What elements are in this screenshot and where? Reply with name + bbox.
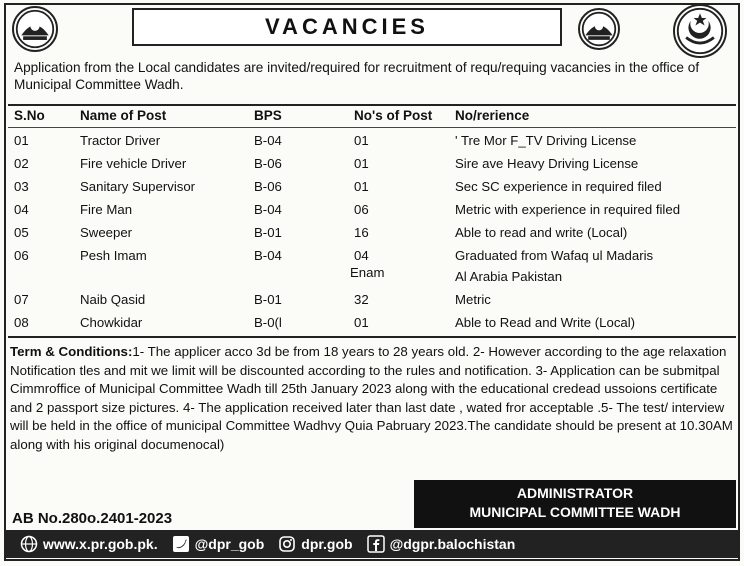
- page-title: VACANCIES: [265, 14, 429, 39]
- cell-post: Sweeper: [80, 225, 133, 240]
- column-header-experience: No/rerience: [455, 108, 530, 123]
- cell-sno: 04: [14, 202, 29, 217]
- cell-nos: 01: [354, 156, 369, 171]
- website-link[interactable]: www.x.pr.gob.pk.: [43, 536, 158, 552]
- terms-text: 1- The applicer acco 3d be from 18 years to 28 years old. 2- However according to the age relaxation Notification tles and mit we limit will be discounted according to the rules and notification. 3- Application can be submitpal Cimmroffice of Municipal Committee Wadh till 25th January 2023 along with the educational credead ussoions certificate and 2 passport size pictures. 4- The application received later than last date , wated fror acceptable .5- The test/ interview will be held in the office of municipal Committee Wadhvy Quia Pabruary 2023.The candidate should be present at 10.30AM along with his original documenocal): [10, 344, 733, 452]
- table-row: [8, 179, 736, 201]
- column-header-bps: BPS: [254, 108, 282, 123]
- table-row: [8, 156, 736, 178]
- cell-experience: ' Tre Mor F_TV Driving License: [455, 133, 637, 148]
- terms-label: Term & Conditions:: [10, 344, 133, 359]
- admin-office: MUNICIPAL COMMITTEE WADH: [469, 504, 681, 520]
- cell-experience: Metric with experience in required filed: [455, 202, 681, 217]
- cell-nos: 04: [354, 248, 369, 263]
- table-row: [8, 248, 736, 292]
- administrator-box: [414, 480, 736, 528]
- column-header-sno: S.No: [14, 108, 45, 123]
- table-row: [8, 225, 736, 247]
- cell-post: Sanitary Supervisor: [80, 179, 196, 194]
- table-row: [8, 202, 736, 224]
- cell-post: Fire vehicle Driver: [80, 156, 187, 171]
- cell-nos: 32: [354, 292, 369, 307]
- instagram-handle[interactable]: dpr.gob: [301, 536, 353, 552]
- cell-bps: B-04: [254, 248, 282, 263]
- cell-nos: 16: [354, 225, 369, 240]
- twitter-icon: [172, 535, 190, 553]
- cell-nos: 06: [354, 202, 369, 217]
- footer-twitter[interactable]: [172, 535, 265, 553]
- title-banner: [132, 8, 562, 46]
- cell-sno: 03: [14, 179, 29, 194]
- cell-experience: Able to Read and Write (Local): [455, 315, 636, 330]
- header-divider: [8, 127, 736, 128]
- cell-sno: 01: [14, 133, 29, 148]
- cell-post: Tractor Driver: [80, 133, 161, 148]
- ad-number: AB No.280o.2401-2023: [12, 510, 173, 527]
- terms-and-conditions: [10, 343, 734, 454]
- cell-bps: B-0(l: [254, 315, 282, 330]
- cell-nos-extra: Enam: [350, 265, 385, 280]
- government-emblem-icon: [578, 8, 620, 50]
- crescent-star-emblem-icon: [673, 4, 727, 58]
- cell-bps: B-04: [254, 202, 282, 217]
- cell-experience: Metric: [455, 292, 491, 307]
- cell-sno: 02: [14, 156, 29, 171]
- cell-experience: Sec SC experience in required filed: [455, 179, 662, 194]
- table-row: [8, 315, 736, 337]
- vacancy-table: [8, 104, 736, 338]
- cell-post: Fire Man: [80, 202, 133, 217]
- facebook-handle[interactable]: @dgpr.balochistan: [389, 536, 516, 552]
- globe-icon: [20, 535, 38, 553]
- cell-nos: 01: [354, 133, 369, 148]
- footer-facebook[interactable]: [367, 535, 516, 553]
- admin-title: ADMINISTRATOR: [516, 485, 634, 501]
- cell-bps: B-01: [254, 292, 282, 307]
- twitter-handle[interactable]: @dpr_gob: [194, 536, 265, 552]
- cell-sno: 05: [14, 225, 29, 240]
- cell-experience: Sire ave Heavy Driving License: [455, 156, 639, 171]
- cell-sno: 07: [14, 292, 29, 307]
- table-row: [8, 133, 736, 155]
- facebook-icon: [367, 535, 385, 553]
- cell-post: Pesh Imam: [80, 248, 147, 263]
- cell-experience-line2: Al Arabia Pakistan: [455, 269, 563, 284]
- intro-text: Application from the Local candidates are invited/required for recruitment of requ/requing vacancies in the office of Municipal Committee Wadh.: [14, 60, 700, 92]
- cell-experience: Able to read and write (Local): [455, 225, 628, 240]
- footer-website[interactable]: [20, 535, 158, 553]
- cell-post: Chowkidar: [80, 315, 143, 330]
- cell-post: Naib Qasid: [80, 292, 146, 307]
- instagram-icon: [278, 535, 296, 553]
- column-header-nos: No's of Post: [354, 108, 433, 123]
- cell-nos: 01: [354, 315, 369, 330]
- table-row: [8, 292, 736, 314]
- footer-instagram[interactable]: [278, 535, 352, 553]
- cell-nos: 01: [354, 179, 369, 194]
- cell-sno: 08: [14, 315, 29, 330]
- cell-experience: Graduated from Wafaq ul Madaris: [455, 248, 654, 263]
- column-header-post: Name of Post: [80, 108, 167, 123]
- social-footer: [6, 530, 738, 558]
- cell-sno: 06: [14, 248, 29, 263]
- government-emblem-icon: [12, 6, 58, 52]
- cell-bps: B-06: [254, 179, 282, 194]
- cell-bps: B-04: [254, 133, 282, 148]
- cell-bps: B-06: [254, 156, 282, 171]
- cell-bps: B-01: [254, 225, 282, 240]
